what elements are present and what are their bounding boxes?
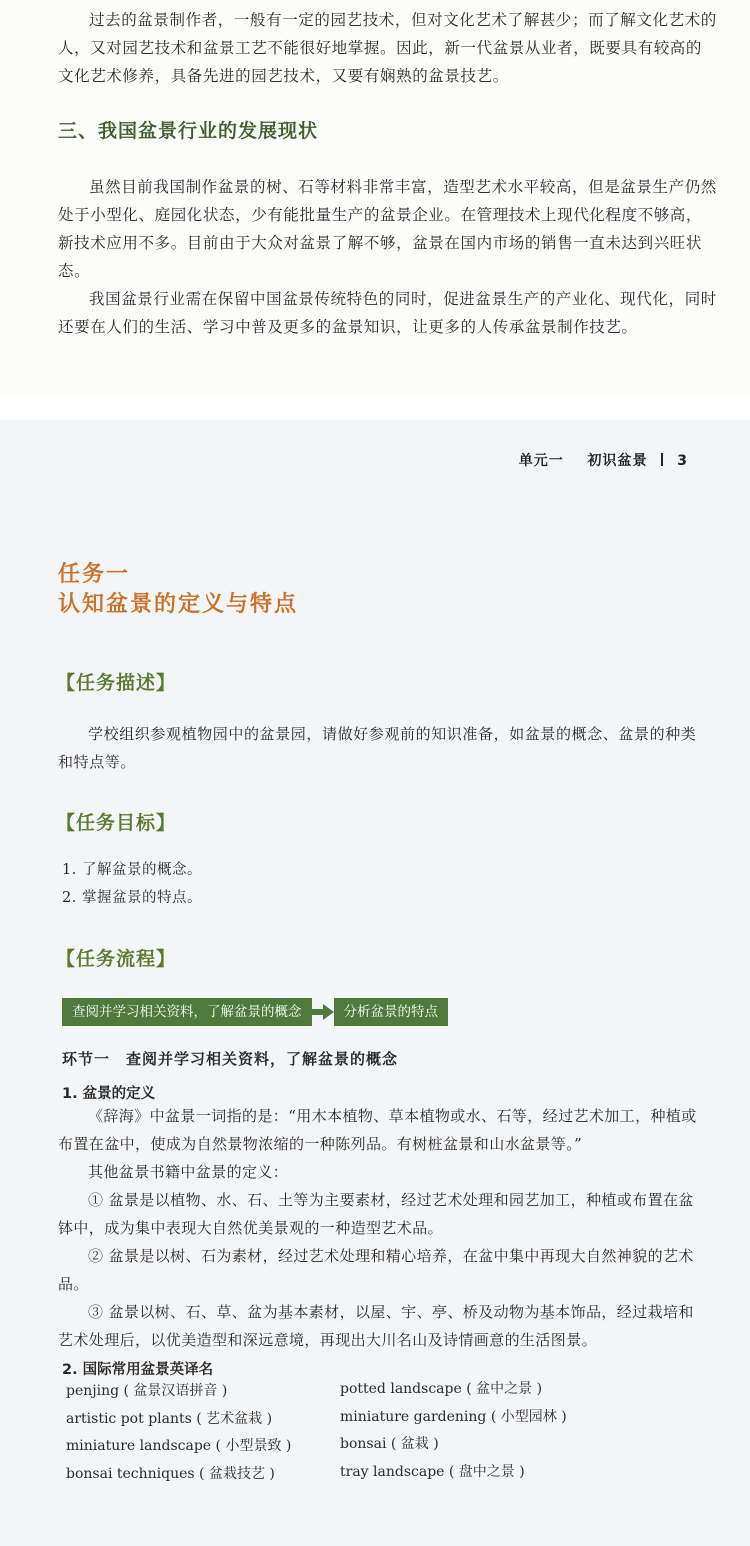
english-name-entry: bonsai techniques ( 盆栽技艺 )	[66, 1465, 275, 1482]
task-goal-heading: 【任务目标】	[56, 812, 177, 834]
paragraph-industry-future: 我国盆景行业需在保留中国盆景传统特色的同时，促进盆景生产的产业化、现代化，同时还要在人们的生活、学习中普及更多的盆景知识，让更多的人传承盆景制作技艺。	[58, 290, 717, 336]
paragraph-practitioners: 过去的盆景制作者，一般有一定的园艺技术，但对文化艺术了解甚少；而了解文化艺术的人，又对园艺技术和盆景工艺不能很好地掌握。因此，新一代盆景从业者，既要具有较高的文化艺术修养，具备先进的园艺技术，又要有娴熟的盆景技艺。	[58, 11, 717, 85]
bottom-book-page	[0, 420, 750, 1546]
step-one-heading: 环节一 查阅并学习相关资料，了解盆景的概念	[62, 1050, 399, 1068]
other-definitions-intro: 其他盆景书籍中盆景的定义：	[88, 1163, 289, 1181]
english-name-entry: bonsai ( 盆栽 )	[340, 1436, 439, 1452]
definition-item: ② 盆景是以树、石为素材，经过艺术处理和精心培养，在盆中集中再现大自然神貌的艺术品。	[58, 1247, 694, 1293]
paragraph-industry-status: 虽然目前我国制作盆景的树、石等材料非常丰富，造型艺术水平较高，但是盆景生产仍然处于小型化、庭园化状态，少有能批量生产的盆景企业。在管理技术上现代化程度不够高，新技术应用不多。目前由于大众对盆景了解不够，盆景在国内市场的销售一直未达到兴旺状态。	[58, 178, 717, 280]
task-flow-diagram	[62, 998, 448, 1026]
task-flow-heading: 【任务流程】	[56, 948, 177, 970]
english-name-entry: miniature gardening ( 小型园林 )	[340, 1408, 567, 1425]
english-name-entry: tray landscape ( 盘中之景 )	[340, 1463, 525, 1480]
english-name-entry: potted landscape ( 盆中之景 )	[340, 1381, 543, 1397]
cihai-definition: 《辞海》中盆景一词指的是：“用木本植物、草本植物或水、石等，经过艺术加工，种植或布置在盆中，使成为自然景物浓缩的一种陈列品。有树桩盆景和山水盆景等。”	[58, 1107, 697, 1153]
running-header	[519, 450, 688, 470]
definition-item: ③ 盆景以树、石、草、盆为基本素材，以屋、宇、亭、桥及动物为基本饰品，经过栽培和艺术处理后，以优美造型和深远意境，再现出大川名山及诗情画意的生活图景。	[58, 1303, 694, 1349]
task-description-heading: 【任务描述】	[56, 672, 177, 694]
english-names-left-column	[66, 1378, 291, 1488]
definition-item: ① 盆景是以植物、水、石、土等为主要素材，经过艺术处理和园艺加工，种植或布置在盆钵中，成为集中表现大自然优美景观的一种造型艺术品。	[58, 1191, 694, 1237]
page-number: 3	[677, 453, 688, 469]
goal-item: 1. 了解盆景的概念。	[62, 862, 202, 878]
task-description-text: 学校组织参观植物园中的盆景园，请做好参观前的知识准备，如盆景的概念、盆景的种类和特点等。	[58, 725, 697, 771]
goal-item: 2. 掌握盆景的特点。	[62, 890, 202, 906]
task-title-name: 认知盆景的定义与特点	[58, 592, 299, 617]
section-heading-industry-status: 三、我国盆景行业的发展现状	[58, 120, 319, 142]
running-head-unit: 单元一	[518, 453, 564, 469]
english-names-subheading: 2. 国际常用盆景英译名	[62, 1362, 214, 1378]
running-head-title: 初识盆景	[587, 453, 648, 469]
english-name-entry: artistic pot plants ( 艺术盆栽 )	[66, 1410, 273, 1427]
page-gap	[0, 395, 750, 420]
task-title-number: 任务一	[58, 562, 131, 587]
running-head-separator	[661, 453, 663, 466]
flow-step-box: 查阅并学习相关资料，了解盆景的概念	[62, 998, 312, 1026]
english-names-right-column	[340, 1376, 567, 1486]
english-name-entry: miniature landscape ( 小型景致 )	[66, 1438, 292, 1454]
top-book-page	[0, 0, 750, 395]
definition-subheading: 1. 盆景的定义	[62, 1086, 156, 1102]
english-name-entry: penjing ( 盆景汉语拼音 )	[66, 1383, 228, 1399]
task-title	[58, 560, 298, 620]
flow-step-box: 分析盆景的特点	[334, 998, 449, 1026]
flow-arrow-icon	[312, 998, 334, 1026]
